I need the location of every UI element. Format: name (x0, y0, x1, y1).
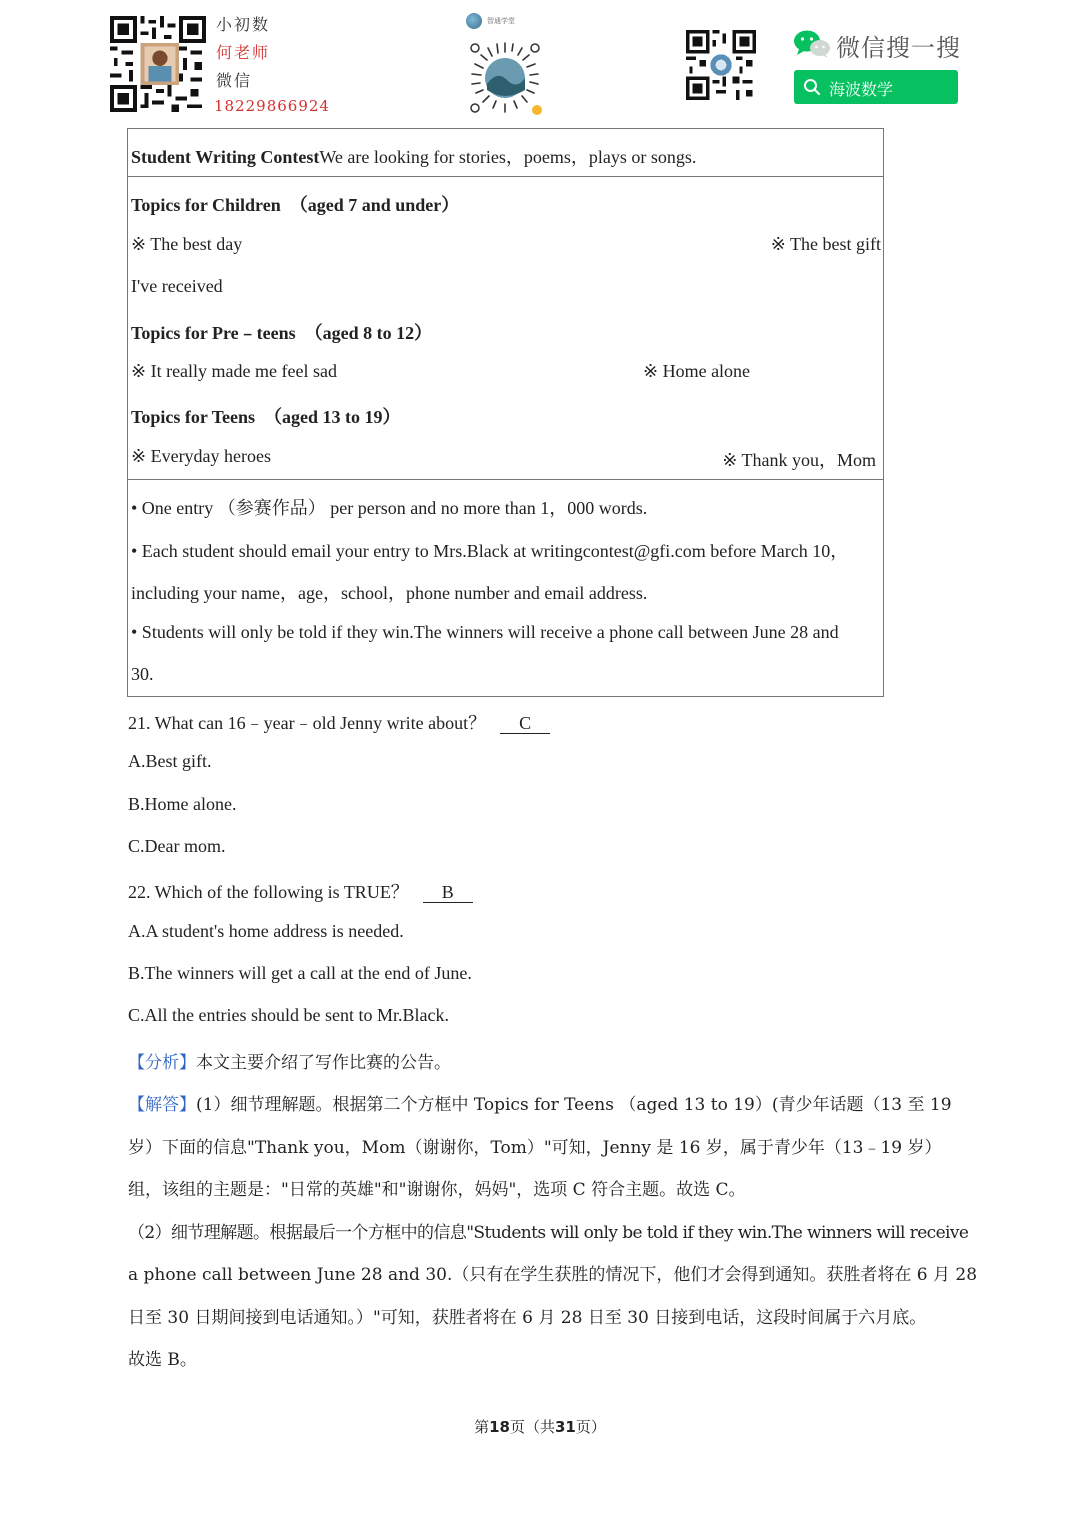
wechat-search-title: 微信搜一搜 (836, 34, 961, 62)
page-number-middle: 页（共 (509, 1418, 555, 1436)
contest-topics-box (127, 176, 884, 480)
contest-intro-line (131, 143, 696, 169)
teens-heading: Topics for Teens （aged 13 to 19） (131, 407, 401, 427)
answer-option: B.The winners will get a call at the end of June. (128, 963, 472, 983)
rule-item-continued: 30. (131, 664, 154, 684)
handwriting-wechat: 微信 (216, 71, 253, 90)
solution-tag: 【解答】 (128, 1095, 196, 1115)
contest-title-tail: We are looking for stories，poems，plays or songs. (319, 147, 697, 167)
solution-line: 组，该组的主题是："日常的英雄"和"谢谢你，妈妈"，选项 C 符合主题。故选 C。 (128, 1180, 746, 1200)
contest-title: Student Writing Contest (131, 147, 320, 167)
solution-line: 日至 30 日期间接到电话通知。）"可知，获胜者将在 6 月 28 日至 30 日接到电话，这段时间属于六月底。 (128, 1308, 927, 1328)
contest-rules-box (127, 479, 884, 697)
handwriting-phone: 18229866924 (214, 97, 330, 115)
preteens-topic: ※ It really made me feel sad (131, 361, 337, 381)
qr-code-icon (110, 16, 206, 112)
answer-option: A.Best gift. (128, 751, 212, 771)
preteens-heading: Topics for Pre﹣teens （aged 8 to 12） (131, 323, 433, 343)
answer-blank: C (500, 713, 550, 734)
current-page: 18 (489, 1418, 510, 1436)
analysis-paragraph (128, 1048, 451, 1073)
solution-line: a phone call between June 28 and 30.（只有在学生获胜的情况下，他们才会得到通知。获胜者将在 6 月 28 (128, 1265, 978, 1285)
rule-item: • Students will only be told if they win.The winners will receive a phone call between June 28 and (131, 622, 839, 642)
preteens-topic: ※ Home alone (643, 361, 751, 381)
children-heading: Topics for Children （aged 7 and under） (131, 195, 460, 215)
wechat-account-name: 海波数学 (829, 80, 894, 99)
contest-intro-box (127, 128, 884, 177)
mini-program-label: 智通学堂 (487, 17, 515, 25)
page-header (0, 0, 1080, 125)
solution-line: （2）细节理解题。根据最后一个方框中的信息"Students will only be told if they win.The winners will receive (128, 1223, 969, 1243)
solution-line: 故选 B。 (128, 1350, 197, 1370)
question-text: 22. Which of the following is TRUE？ (128, 882, 409, 902)
teens-topic: ※ Everyday heroes (131, 446, 272, 466)
analysis-text: 本文主要介绍了写作比赛的公告。 (196, 1053, 451, 1073)
mini-program-code-icon (467, 40, 543, 116)
total-pages: 31 (555, 1418, 576, 1436)
qr-code-icon (686, 30, 756, 100)
question-text: 21. What can 16﹣year﹣old Jenny write about？ (128, 713, 487, 733)
page-number (0, 1416, 1080, 1437)
teens-topic: ※ Thank you，Mom (722, 450, 876, 470)
question-stem (128, 878, 473, 904)
answer-option: B.Home alone. (128, 794, 237, 814)
page-number-prefix: 第 (474, 1418, 490, 1436)
page-number-suffix: 页） (575, 1418, 606, 1436)
children-topic: ※ The best day (131, 234, 243, 254)
answer-option: A.A student's home address is needed. (128, 921, 404, 941)
handwriting-teacher: 何老师 (216, 43, 271, 62)
answer-blank: B (423, 882, 473, 903)
solution-line (128, 1090, 952, 1115)
question-stem (128, 709, 550, 735)
rule-item-continued: including your name，age，school，phone number and email address. (131, 583, 648, 603)
wechat-search-button[interactable] (794, 70, 958, 104)
wechat-logo-icon (793, 29, 831, 59)
search-icon (803, 78, 821, 96)
mini-program-logo-icon (466, 13, 482, 29)
answer-option: C.All the entries should be sent to Mr.Black. (128, 1005, 449, 1025)
answer-option: C.Dear mom. (128, 836, 226, 856)
solution-line: 岁）下面的信息"Thank you，Mom（谢谢你，Tom）"可知，Jenny 是 16 岁，属于青少年（13﹣19 岁） (128, 1138, 942, 1158)
rule-item: • One entry （参赛作品） per person and no more than 1，000 words. (131, 498, 648, 518)
rule-item: • Each student should email your entry to Mrs.Black at writingcontest@gfi.com before March 10， (131, 541, 849, 561)
analysis-tag: 【分析】 (128, 1053, 196, 1073)
children-topic: ※ The best gift (770, 234, 881, 254)
solution-text: (1）细节理解题。根据第二个方框中 Topics for Teens （aged 13 to 19）(青少年话题（13 至 19 (196, 1095, 952, 1115)
handwriting-subject: 小初数 (216, 15, 271, 34)
children-topic-continued: I've received (131, 276, 223, 296)
